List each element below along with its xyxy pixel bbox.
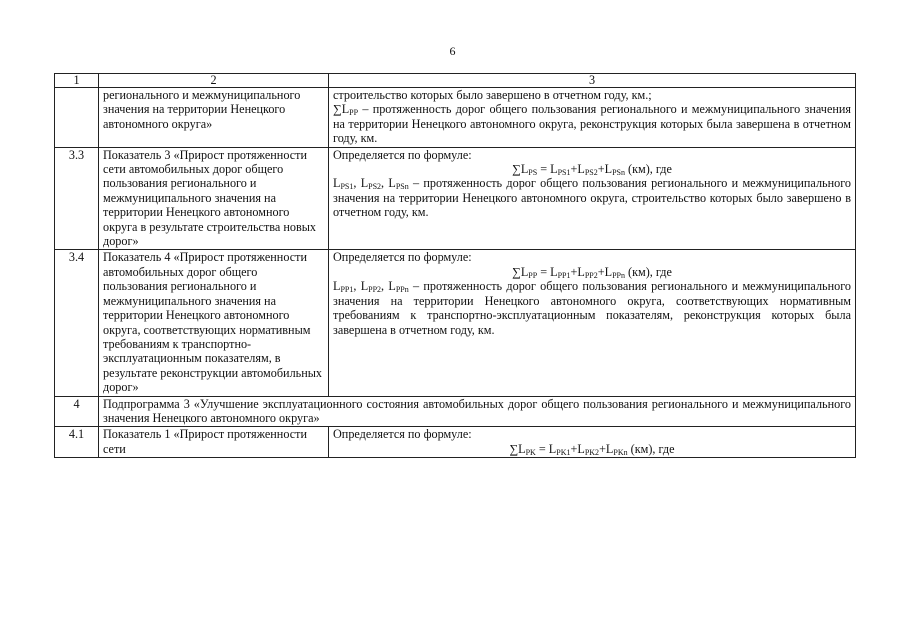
row-number: 3.3	[55, 147, 99, 250]
formula: $\sum L_{PS} = L_{PS1}+L_{PS2}+L_{PSn}$ (км), где	[512, 162, 672, 178]
indicators-table	[54, 73, 856, 458]
indicator-name: Показатель 3 «Прирост протяженности сети автомобильных дорог общего пользования регионального и межмуниципального значения на территории Ненецкого автономного округа в результате строительства новых дорог»	[99, 147, 329, 250]
table-row-3-3	[55, 147, 856, 250]
page-number: 6	[449, 44, 456, 58]
calculation-method	[329, 427, 856, 458]
row-number: 4	[55, 396, 99, 427]
row-number: 3.4	[55, 250, 99, 396]
row-number	[55, 88, 99, 148]
row-number: 4.1	[55, 427, 99, 458]
formula-intro: Определяется по формуле:	[333, 427, 472, 442]
formula-intro: Определяется по формуле:	[333, 250, 472, 265]
table-row-3-4	[55, 250, 856, 396]
formula-symbol: $\sum L_{PP}$	[333, 102, 359, 118]
calculation-method	[329, 88, 856, 148]
variable-description: $L_{PP1}$, $L_{PP2}$, $L_{PPn}$ – протяженность дорог общего пользования регионального и межмуниципального значения на территории Ненецкого автономного округа, соответствующих нормативным требованиям к транспортно-эксплуатационным показателям, реконструкция которых была завершена в отчетном году, км.	[333, 279, 851, 337]
indicator-name: Показатель 1 «Прирост протяженности сети	[99, 427, 329, 458]
variable-description: $L_{PS1}$, $L_{PS2}$, $L_{PSn}$ – протяженность дорог общего пользования регионального и межмуниципального значения на территории Ненецкого автономного округа, строительство которых было завершено в отчетном году, км.	[333, 176, 851, 220]
table-row-continuation	[55, 88, 856, 148]
calculation-method	[329, 250, 856, 396]
variable-description: – протяженность дорог общего пользования регионального и межмуниципального значения на территории Ненецкого автономного округа, реконструкция которых была завершена в отчетном году, км.	[333, 102, 851, 146]
header-col-1: 1	[55, 74, 99, 88]
calculation-method	[329, 147, 856, 250]
table-header-row	[55, 74, 856, 88]
subprogram-title: Подпрограмма 3 «Улучшение эксплуатационного состояния автомобильных дорог общего пользования регионального и межмуниципального значения Ненецкого автономного округа»	[99, 396, 856, 427]
header-col-2: 2	[99, 74, 329, 88]
table-row-4	[55, 396, 856, 427]
header-col-3: 3	[329, 74, 856, 88]
formula: $\sum L_{PP} = L_{PP1}+L_{PP2}+L_{PPn}$ (км), где	[512, 264, 672, 280]
table-row-4-1	[55, 427, 856, 458]
indicator-name: регионального и межмуниципального значения на территории Ненецкого автономного округа»	[99, 88, 329, 148]
indicator-name: Показатель 4 «Прирост протяженности автомобильных дорог общего пользования регионального и межмуниципального значения на территории Ненецкого автономного округа, соответствующих нормативным требованиям к транспортно-эксплуатационным показателям, в результате реконструкции автомобильных дорог»	[99, 250, 329, 396]
formula: $\sum L_{PK} = L_{PK1}+L_{PK2}+L_{PKn}$ (км), где	[509, 441, 675, 457]
method-text: строительство которых было завершено в отчетном году, км.;	[333, 88, 652, 102]
formula-intro: Определяется по формуле:	[333, 147, 472, 162]
